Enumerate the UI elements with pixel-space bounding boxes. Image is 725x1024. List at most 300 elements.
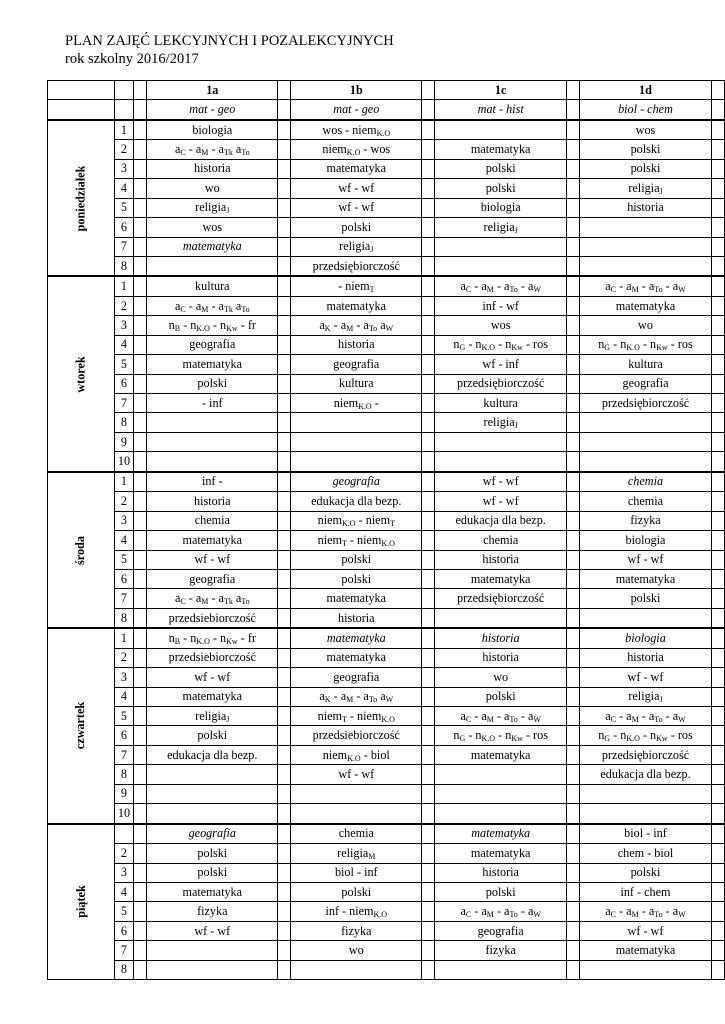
lesson-cell-1b: wos - niem$_{K.O}$ (291, 120, 422, 140)
lesson-cell-1d (580, 452, 712, 472)
lesson-cell-1a: wo (147, 179, 278, 198)
spacer-cell (134, 784, 147, 803)
spacer-cell (711, 492, 724, 511)
spacer-cell (134, 941, 147, 960)
spacer-cell (134, 218, 147, 237)
lesson-cell-1a (147, 804, 278, 824)
spacer-cell (567, 707, 580, 726)
spacer-cell (422, 882, 435, 901)
lesson-cell-1c (435, 452, 567, 472)
spacer-cell (422, 765, 435, 784)
lesson-cell-1c: $a_C - a_M - a_{To} - a_W$ (435, 276, 567, 296)
spacer-cell (567, 511, 580, 530)
lesson-row (48, 120, 725, 140)
lesson-cell-1b: historia (291, 335, 422, 354)
spacer-cell (567, 784, 580, 803)
lesson-cell-1c: $n_G - n_{K.O} - n_{Kw}$ - ros (435, 726, 567, 745)
class-profile-1a: mat - geo (147, 100, 278, 120)
lesson-row (48, 218, 725, 237)
spacer-cell (422, 316, 435, 335)
spacer-cell (711, 921, 724, 940)
spacer-cell (278, 198, 291, 217)
spacer-cell (711, 668, 724, 687)
lesson-number: 6 (114, 569, 134, 588)
spacer-cell (711, 569, 724, 588)
spacer-cell (422, 394, 435, 413)
lesson-cell-1c: fizyka (435, 941, 567, 960)
lesson-cell-1c: polski (435, 179, 567, 198)
lesson-cell-1b: wf - wf (291, 765, 422, 784)
lesson-row (48, 804, 725, 824)
lesson-cell-1c (435, 784, 567, 803)
lesson-cell-1d: wf - wf (580, 921, 712, 940)
lesson-cell-1a: $a_C - a_M - a_{Tk}$ $a_{To}$ (147, 589, 278, 608)
spacer-cell (278, 765, 291, 784)
spacer-cell (278, 218, 291, 237)
spacer-cell (278, 432, 291, 451)
spacer-cell (422, 726, 435, 745)
lesson-row (48, 745, 725, 764)
spacer-cell (567, 726, 580, 745)
lesson-number: 1 (114, 276, 134, 296)
spacer-cell (711, 276, 724, 296)
lesson-number: 5 (114, 902, 134, 921)
spacer-cell (278, 648, 291, 667)
spacer-cell (567, 355, 580, 374)
lesson-row (48, 824, 725, 844)
spacer-cell (278, 452, 291, 472)
lesson-cell-1a (147, 413, 278, 432)
lesson-row (48, 726, 725, 745)
lesson-cell-1c: matematyka (435, 745, 567, 764)
spacer-cell (567, 804, 580, 824)
lesson-cell-1a: kultura (147, 276, 278, 296)
spacer-cell (711, 745, 724, 764)
lesson-number: 8 (114, 608, 134, 628)
lesson-row (48, 589, 725, 608)
lesson-cell-1c: religia$_J$ (435, 413, 567, 432)
lesson-number: 8 (114, 765, 134, 784)
spacer-cell (134, 863, 147, 882)
lesson-cell-1d: przedsiębiorczość (580, 394, 712, 413)
lesson-row (48, 452, 725, 472)
lesson-cell-1a: inf - (147, 472, 278, 492)
lesson-cell-1c: matematyka (435, 844, 567, 863)
lesson-cell-1c (435, 960, 567, 979)
spacer-cell (567, 569, 580, 588)
spacer-cell (422, 179, 435, 198)
spacer-cell (567, 316, 580, 335)
spacer-cell (567, 452, 580, 472)
spacer-cell (711, 784, 724, 803)
spacer-cell (278, 902, 291, 921)
spacer-cell (278, 140, 291, 159)
lesson-cell-1a (147, 960, 278, 979)
lesson-cell-1c: polski (435, 159, 567, 178)
spacer-cell (567, 296, 580, 315)
spacer-cell (422, 668, 435, 687)
class-name-1b: 1b (291, 81, 422, 100)
lesson-number: 3 (114, 863, 134, 882)
lesson-number: 1 (114, 120, 134, 140)
spacer-cell (567, 941, 580, 960)
lesson-cell-1b: niem$_{K.O}$ - biol (291, 745, 422, 764)
lesson-cell-1a: matematyka (147, 237, 278, 256)
spacer-cell (711, 726, 724, 745)
lesson-cell-1d (580, 960, 712, 979)
spacer-cell (278, 844, 291, 863)
spacer-cell (711, 589, 724, 608)
lesson-cell-1d: biol - inf (580, 824, 712, 844)
spacer-cell (134, 374, 147, 393)
lesson-cell-1a: historia (147, 159, 278, 178)
lesson-cell-1d: chemia (580, 492, 712, 511)
lesson-cell-1c (435, 120, 567, 140)
spacer-cell (134, 256, 147, 276)
day-label (48, 628, 115, 823)
lesson-cell-1c: $a_C - a_M - a_{To} - a_W$ (435, 707, 567, 726)
lesson-number: 4 (114, 179, 134, 198)
spacer-cell (134, 120, 147, 140)
lesson-cell-1d: $a_C - a_M - a_{To} - a_W$ (580, 707, 712, 726)
lesson-cell-1a: matematyka (147, 882, 278, 901)
lesson-row (48, 492, 725, 511)
spacer-cell (134, 921, 147, 940)
spacer-cell (422, 335, 435, 354)
lesson-number (114, 824, 134, 844)
lesson-row (48, 296, 725, 315)
spacer-cell (422, 608, 435, 628)
lesson-cell-1c: historia (435, 863, 567, 882)
spacer-cell (134, 765, 147, 784)
lesson-cell-1a: fizyka (147, 902, 278, 921)
lesson-cell-1b (291, 413, 422, 432)
spacer-cell (711, 707, 724, 726)
spacer-cell (278, 81, 291, 100)
spacer-cell (567, 472, 580, 492)
lesson-cell-1b: geografia (291, 472, 422, 492)
spacer-cell (134, 531, 147, 550)
spacer-cell (278, 276, 291, 296)
lesson-cell-1d (580, 608, 712, 628)
spacer-cell (711, 882, 724, 901)
lesson-cell-1d: wo (580, 316, 712, 335)
lesson-cell-1a: wf - wf (147, 668, 278, 687)
lesson-cell-1d: matematyka (580, 941, 712, 960)
spacer-cell (134, 707, 147, 726)
lesson-cell-1c: historia (435, 550, 567, 569)
lesson-cell-1b: $a_K - a_M - a_{To}$ $a_W$ (291, 687, 422, 706)
day-name: poniedziałek (73, 165, 88, 231)
lesson-cell-1a: historia (147, 492, 278, 511)
spacer-cell (278, 492, 291, 511)
spacer-cell (134, 335, 147, 354)
lesson-cell-1a: edukacja dla bezp. (147, 745, 278, 764)
lesson-row (48, 687, 725, 706)
lesson-cell-1a: $a_C - a_M - a_{Tk}$ $a_{To}$ (147, 140, 278, 159)
lesson-row (48, 140, 725, 159)
lesson-cell-1d (580, 432, 712, 451)
lesson-cell-1c: polski (435, 882, 567, 901)
lesson-cell-1d: $n_G - n_{K.O} - n_{Kw}$ - ros (580, 335, 712, 354)
spacer-cell (711, 100, 724, 120)
spacer-cell (567, 432, 580, 451)
spacer-cell (278, 863, 291, 882)
spacer-cell (422, 745, 435, 764)
corner-cell (114, 81, 134, 100)
spacer-cell (711, 179, 724, 198)
lesson-cell-1b: geografia (291, 668, 422, 687)
lesson-row (48, 159, 725, 178)
lesson-cell-1b: - niem$_T$ (291, 276, 422, 296)
spacer-cell (422, 276, 435, 296)
lesson-cell-1c: wf - inf (435, 355, 567, 374)
lesson-cell-1a: matematyka (147, 687, 278, 706)
lesson-cell-1c: geografia (435, 921, 567, 940)
lesson-cell-1b: wf - wf (291, 179, 422, 198)
lesson-cell-1d: religia$_J$ (580, 179, 712, 198)
day-name: piątek (73, 885, 88, 919)
spacer-cell (134, 608, 147, 628)
spacer-cell (134, 804, 147, 824)
spacer-cell (711, 256, 724, 276)
spacer-cell (278, 941, 291, 960)
lesson-number: 9 (114, 784, 134, 803)
lesson-cell-1b: matematyka (291, 296, 422, 315)
spacer-cell (134, 569, 147, 588)
spacer-cell (278, 960, 291, 979)
lesson-number: 3 (114, 511, 134, 530)
lesson-cell-1d: wf - wf (580, 668, 712, 687)
class-name-1c: 1c (435, 81, 567, 100)
class-profile-row (48, 100, 725, 120)
lesson-cell-1d (580, 804, 712, 824)
lesson-cell-1b: edukacja dla bezp. (291, 492, 422, 511)
lesson-cell-1c (435, 237, 567, 256)
lesson-cell-1c: inf - wf (435, 296, 567, 315)
page-subtitle: rok szkolny 2016/2017 (65, 51, 199, 67)
spacer-cell (278, 569, 291, 588)
lesson-row (48, 765, 725, 784)
class-header-row (48, 81, 725, 100)
lesson-row (48, 472, 725, 492)
spacer-cell (278, 374, 291, 393)
spacer-cell (134, 413, 147, 432)
lesson-cell-1a: - inf (147, 394, 278, 413)
lesson-cell-1b: wo (291, 941, 422, 960)
lesson-cell-1c: wos (435, 316, 567, 335)
spacer-cell (711, 413, 724, 432)
lesson-cell-1b: polski (291, 569, 422, 588)
spacer-cell (278, 316, 291, 335)
spacer-cell (567, 198, 580, 217)
lesson-row (48, 394, 725, 413)
spacer-cell (278, 824, 291, 844)
spacer-cell (134, 960, 147, 979)
spacer-cell (711, 687, 724, 706)
spacer-cell (422, 844, 435, 863)
lesson-row (48, 707, 725, 726)
lesson-row (48, 511, 725, 530)
spacer-cell (134, 902, 147, 921)
spacer-cell (278, 687, 291, 706)
spacer-cell (567, 589, 580, 608)
lesson-cell-1a: wf - wf (147, 550, 278, 569)
spacer-cell (278, 608, 291, 628)
lesson-cell-1b: biol - inf (291, 863, 422, 882)
lesson-cell-1a: religia$_J$ (147, 198, 278, 217)
spacer-cell (711, 81, 724, 100)
lesson-cell-1c (435, 432, 567, 451)
lesson-row (48, 256, 725, 276)
lesson-cell-1d: $a_C - a_M - a_{To} - a_W$ (580, 276, 712, 296)
lesson-cell-1a: polski (147, 374, 278, 393)
spacer-cell (422, 648, 435, 667)
lesson-cell-1c: matematyka (435, 824, 567, 844)
lesson-cell-1c (435, 608, 567, 628)
lesson-cell-1d: religia$_J$ (580, 687, 712, 706)
spacer-cell (278, 726, 291, 745)
lesson-number: 6 (114, 374, 134, 393)
spacer-cell (278, 921, 291, 940)
lesson-number: 7 (114, 745, 134, 764)
lesson-number: 7 (114, 589, 134, 608)
spacer-cell (422, 140, 435, 159)
lesson-number: 9 (114, 432, 134, 451)
spacer-cell (711, 472, 724, 492)
lesson-cell-1b (291, 452, 422, 472)
spacer-cell (134, 198, 147, 217)
spacer-cell (278, 784, 291, 803)
lesson-number: 2 (114, 296, 134, 315)
spacer-cell (422, 413, 435, 432)
spacer-cell (134, 432, 147, 451)
lesson-cell-1c: przedsiębiorczość (435, 589, 567, 608)
spacer-cell (134, 726, 147, 745)
lesson-cell-1c: religia$_J$ (435, 218, 567, 237)
spacer-cell (278, 550, 291, 569)
day-label (48, 472, 115, 629)
lesson-cell-1d: kultura (580, 355, 712, 374)
spacer-cell (422, 921, 435, 940)
lesson-number: 3 (114, 159, 134, 178)
lesson-cell-1c: przedsiębiorczość (435, 374, 567, 393)
lesson-cell-1b: przedsiębiorczość (291, 256, 422, 276)
lesson-cell-1a (147, 941, 278, 960)
spacer-cell (134, 472, 147, 492)
lesson-row (48, 432, 725, 451)
spacer-cell (278, 120, 291, 140)
spacer-cell (567, 374, 580, 393)
class-profile-1d: biol - chem (580, 100, 712, 120)
spacer-cell (711, 550, 724, 569)
lesson-row (48, 335, 725, 354)
lesson-cell-1b: niem$_{K.O}$ - wos (291, 140, 422, 159)
lesson-cell-1d: polski (580, 159, 712, 178)
lesson-cell-1c: matematyka (435, 569, 567, 588)
spacer-cell (567, 81, 580, 100)
corner-cell (48, 81, 115, 100)
lesson-cell-1b: kultura (291, 374, 422, 393)
spacer-cell (134, 844, 147, 863)
spacer-cell (134, 492, 147, 511)
spacer-cell (134, 824, 147, 844)
spacer-cell (422, 296, 435, 315)
spacer-cell (422, 159, 435, 178)
spacer-cell (567, 394, 580, 413)
lesson-row (48, 355, 725, 374)
spacer-cell (711, 218, 724, 237)
spacer-cell (134, 179, 147, 198)
spacer-cell (278, 745, 291, 764)
lesson-cell-1b: religia$_J$ (291, 237, 422, 256)
spacer-cell (567, 687, 580, 706)
lesson-cell-1d: biologia (580, 628, 712, 648)
spacer-cell (711, 863, 724, 882)
spacer-cell (134, 648, 147, 667)
spacer-cell (422, 687, 435, 706)
spacer-cell (422, 237, 435, 256)
lesson-cell-1d: polski (580, 589, 712, 608)
lesson-cell-1b: fizyka (291, 921, 422, 940)
lesson-cell-1b: geografia (291, 355, 422, 374)
lesson-number: 6 (114, 921, 134, 940)
spacer-cell (422, 120, 435, 140)
lesson-cell-1b: niem$_T$ - niem$_{K.O}$ (291, 531, 422, 550)
lesson-row (48, 863, 725, 882)
spacer-cell (278, 804, 291, 824)
spacer-cell (134, 452, 147, 472)
spacer-cell (422, 902, 435, 921)
spacer-cell (134, 882, 147, 901)
spacer-cell (422, 784, 435, 803)
spacer-cell (567, 140, 580, 159)
spacer-cell (422, 100, 435, 120)
spacer-cell (422, 589, 435, 608)
lesson-number: 2 (114, 844, 134, 863)
spacer-cell (422, 218, 435, 237)
spacer-cell (567, 902, 580, 921)
spacer-cell (567, 237, 580, 256)
lesson-cell-1b (291, 960, 422, 979)
spacer-cell (134, 589, 147, 608)
lesson-cell-1a: chemia (147, 511, 278, 530)
lesson-number: 4 (114, 335, 134, 354)
spacer-cell (422, 941, 435, 960)
spacer-cell (567, 863, 580, 882)
lesson-number: 6 (114, 218, 134, 237)
spacer-cell (422, 472, 435, 492)
spacer-cell (567, 648, 580, 667)
spacer-cell (711, 452, 724, 472)
spacer-cell (711, 374, 724, 393)
lesson-number: 8 (114, 256, 134, 276)
spacer-cell (422, 355, 435, 374)
lesson-cell-1d: historia (580, 198, 712, 217)
lesson-cell-1b (291, 804, 422, 824)
lesson-cell-1a: biologia (147, 120, 278, 140)
spacer-cell (567, 218, 580, 237)
lesson-row (48, 316, 725, 335)
lesson-number: 1 (114, 628, 134, 648)
lesson-row (48, 179, 725, 198)
lesson-cell-1a: geografia (147, 569, 278, 588)
spacer-cell (711, 432, 724, 451)
spacer-cell (422, 531, 435, 550)
spacer-cell (711, 120, 724, 140)
spacer-cell (278, 256, 291, 276)
spacer-cell (567, 960, 580, 979)
